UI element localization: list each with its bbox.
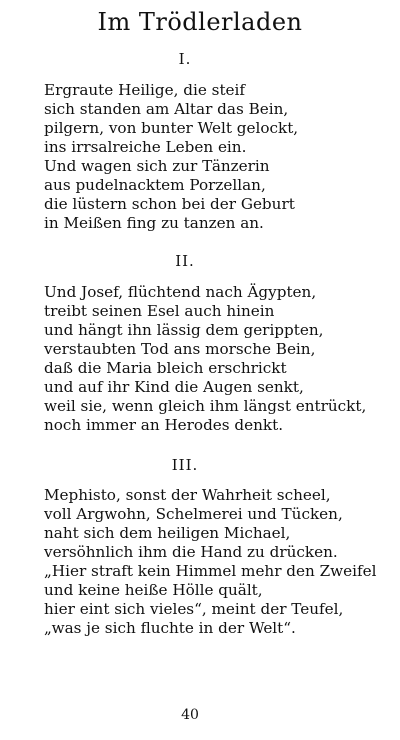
verse-line: daß die Maria bleich erschrickt bbox=[44, 359, 287, 377]
stanza-2 bbox=[44, 283, 366, 435]
verse-line: „Hier straft kein Himmel mehr den Zweifel bbox=[44, 562, 377, 580]
section-number-1: I. bbox=[178, 50, 192, 68]
page-number: 40 bbox=[181, 707, 199, 723]
verse-line: und keine heiße Hölle quält, bbox=[44, 581, 263, 599]
verse-line: pilgern, von bunter Welt gelockt, bbox=[44, 119, 299, 137]
poem-title: Im Trödlerladen bbox=[97, 8, 303, 36]
verse-line: noch immer an Herodes denkt. bbox=[44, 416, 284, 434]
verse-line: aus pudelnacktem Porzellan, bbox=[44, 176, 266, 194]
verse-line: Und wagen sich zur Tänzerin bbox=[44, 157, 270, 175]
verse-line: hier eint sich vieles“, meint der Teufel, bbox=[44, 600, 344, 618]
stanza-3 bbox=[44, 486, 377, 638]
verse-line: Mephisto, sonst der Wahrheit scheel, bbox=[44, 486, 331, 504]
verse-line: und auf ihr Kind die Augen senkt, bbox=[44, 378, 304, 396]
verse-line: und hängt ihn lässig dem gerippten, bbox=[44, 321, 324, 339]
verse-line: ins irrsalreiche Leben ein. bbox=[44, 138, 247, 156]
verse-line: sich standen am Altar das Bein, bbox=[44, 100, 289, 118]
verse-line: verstaubten Tod ans morsche Bein, bbox=[44, 340, 316, 358]
verse-line: versöhnlich ihm die Hand zu drücken. bbox=[44, 543, 338, 561]
section-number-3: III. bbox=[171, 456, 199, 474]
verse-line: treibt seinen Esel auch hinein bbox=[44, 302, 275, 320]
verse-line: Ergraute Heilige, die steif bbox=[44, 81, 246, 99]
stanza-1 bbox=[44, 81, 298, 233]
verse-line: die lüstern schon bei der Geburt bbox=[44, 195, 295, 213]
verse-line: voll Argwohn, Schelmerei und Tücken, bbox=[44, 505, 343, 523]
section-number-2: II. bbox=[175, 252, 195, 270]
verse-line: in Meißen fing zu tanzen an. bbox=[44, 214, 264, 232]
verse-line: Und Josef, flüchtend nach Ägypten, bbox=[44, 283, 317, 301]
verse-line: „was je sich fluchte in der Welt“. bbox=[44, 619, 296, 637]
verse-line: naht sich dem heiligen Michael, bbox=[44, 524, 291, 542]
verse-line: weil sie, wenn gleich ihm längst entrückt, bbox=[44, 397, 367, 415]
